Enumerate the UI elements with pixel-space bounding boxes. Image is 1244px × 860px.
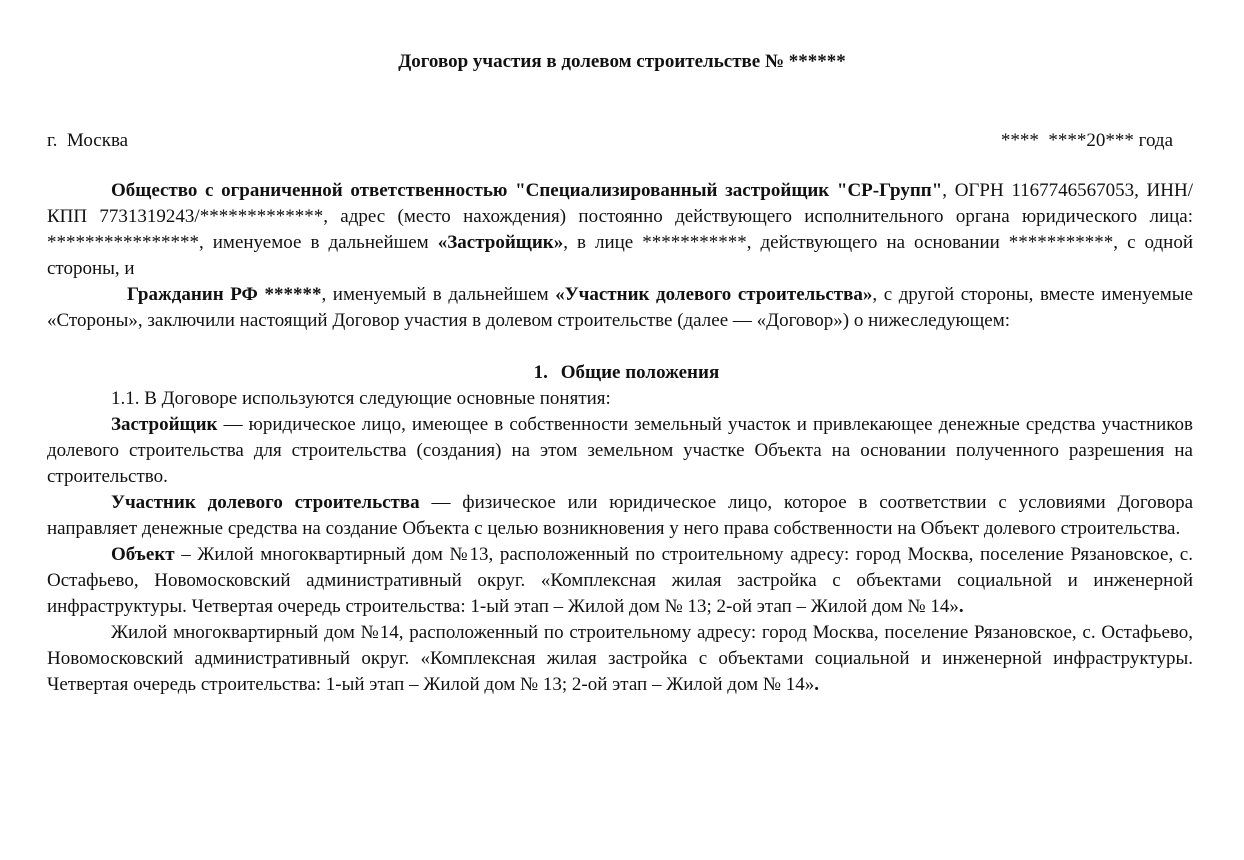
definition-object — [47, 542, 1193, 620]
definition-object-text: – Жилой многоквартирный дом №13, расположенный по строительному адресу: город Москва, поселение Рязановское, с. Остафьево, Новомосковский административный округ. «Комплексная жилая застройка с объектами социальной и инженерной инфраструктуры. Четвертая очередь строительства: 1-ый этап – Жилой дом № 13; 2-ой этап – Жилой дом № 14» — [47, 544, 1193, 617]
definition-participant — [47, 490, 1193, 542]
developer-alias: «Застройщик» — [437, 232, 564, 253]
citizen-rest: , с другой стороны, вместе именуемые «Стороны», заключили настоящий Договор участия в долевом строительстве (далее — «Договор») о нижеследующем: — [47, 284, 1193, 331]
developer-rep-prefix: , в лице — [563, 232, 643, 253]
definition-object-term: Объект — [111, 544, 175, 565]
developer-party-paragraph — [47, 178, 1193, 282]
citizen-party-paragraph — [47, 282, 1193, 334]
developer-name: Общество с ограниченной ответственностью "Специализированный застройщик "СР-Групп" — [111, 180, 943, 201]
citizen-name: Гражданин РФ ****** — [127, 284, 322, 305]
house-14-end: . — [814, 674, 819, 695]
contract-city: г. Москва — [47, 130, 129, 151]
section-1-title: Общие положения — [560, 362, 720, 383]
place-date-row — [47, 129, 1173, 153]
contract-body — [47, 178, 1193, 698]
contract-date: **** ****20*** года — [1000, 130, 1173, 151]
definition-developer-text: — юридическое лицо, имеющее в собственности земельный участок и привлекающее денежные средства участников долевого строительства для строительства (создания) на этом земельном участке Объекта на основании полученного разрешения на строительство. — [47, 414, 1193, 487]
contract-title: Договор участия в долевом строительстве № ****** — [398, 51, 846, 72]
definition-developer-term: Застройщик — [111, 414, 218, 435]
developer-details: , ОГРН 1167746567053, ИНН/КПП 7731319243/*************, адрес (место нахождения) постоянно действующего исполнительного органа юридического лица: ****************, именуемое в дальнейшем — [47, 180, 1194, 253]
definition-participant-term: Участник долевого строительства — [111, 492, 420, 513]
definition-object-end: . — [958, 596, 964, 617]
clause-1-1-intro: 1.1. В Договоре используются следующие основные понятия: — [111, 388, 611, 409]
definition-developer — [47, 412, 1193, 490]
citizen-mid: , именуемый в дальнейшем — [321, 284, 556, 305]
section-1-heading — [47, 360, 1193, 386]
citizen-alias: «Участник долевого строительства» — [555, 284, 873, 305]
definition-house-14 — [47, 620, 1193, 698]
developer-basis: действующего на основании ***********, с одной стороны, и — [47, 232, 1193, 279]
developer-rep: ***********, — [642, 232, 752, 253]
house-14-text: Жилой многоквартирный дом №14, расположенный по строительному адресу: город Москва, поселение Рязановское, с. Остафьево, Новомосковский административный округ. «Комплексная жилая застройка с объектами социальной и инженерной инфраструктуры. Четвертая очередь строительства: 1-ый этап – Жилой дом № 13; 2-ой этап – Жилой дом № 14» — [47, 622, 1193, 695]
definition-participant-text: — физическое или юридическое лицо, которое в соответствии с условиями Договора направляет денежные средства на создание Объекта с целью возникновения у него права собственности на Объект долевого строительства. — [47, 492, 1194, 539]
section-1-number: 1. — [533, 362, 548, 383]
